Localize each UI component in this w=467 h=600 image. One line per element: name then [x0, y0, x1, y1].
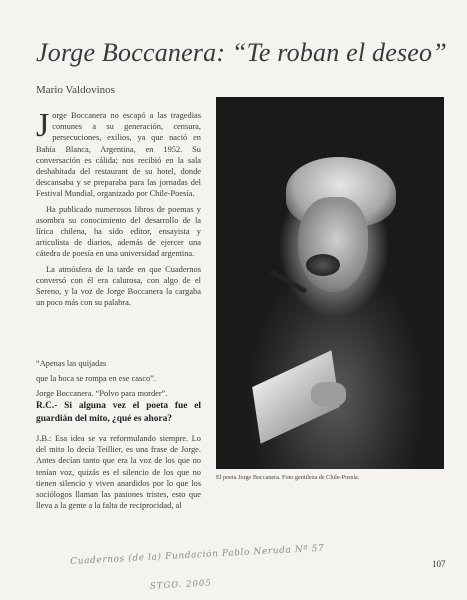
article-title: Jorge Boccanera: “Te roban el deseo” — [36, 38, 447, 67]
microphone-stand — [270, 269, 307, 293]
photo-face — [298, 197, 368, 292]
photo-caption: El poeta Jorge Boccanera. Foto gentileza de Chile-Poesía. — [216, 474, 360, 481]
paragraph-2: Ha publicado numerosos libros de poemas y asombra su conocimiento del desarrollo de la lírica chilena, ha sido editor, ensayista y articulista de diarios, además de ejercer una cátedra de poesía en una universidad argentina. — [36, 204, 201, 259]
photo-hand — [311, 382, 346, 407]
paragraph-1-text: orge Boccanera no escapó a las tragedias comunes a su generación, censura, persecuciones, exilios, ya que nació en Bahía Blanca, Argentina, en 1952. Su conversación es cálida; nos recibió en la sala deshabitada del restaurant de su hotel, donde descansaba y se preparaba para las jornadas del Festival Mundial, organizado por Chile-Poesía. — [36, 111, 201, 199]
paragraph-3: La atmósfera de la tarde en que Cuadernos conversó con él era calurosa, con algo de el Sereno, y la voz de Jorge Boccanera la cargaba un poco más con su palabra. — [36, 264, 201, 308]
answer-text: J.B.: Esa idea se va reformulando siempre. Lo del mito lo decía Teillier, es una frase de Jorge. Antes decían tanto que era la voz de los que no tenían voz, quizás es el silencio de los que no tienen silencio y viven anardidos por lo que los sociólogos llaman las pasiones tristes, esto que lleva a la gente a la falta de reciprocidad, al — [36, 434, 201, 511]
quote-line-2: que la boca se rompa en ese casco”. — [36, 374, 156, 384]
intro-text-column — [36, 107, 201, 312]
microphone-icon — [306, 254, 340, 276]
quote-attribution: Jorge Boccanera. “Polvo para morder”. — [36, 389, 168, 399]
paragraph-1 — [36, 107, 201, 200]
quote-line-1: “Apenas las quijadas — [36, 359, 107, 368]
page-number: 107 — [432, 559, 446, 569]
handwritten-note: Cuadernos (de la) Fundación Pablo Neruda Nº 57 — [70, 543, 325, 567]
epigraph-quote — [36, 358, 201, 404]
drop-cap: J — [36, 107, 50, 144]
handwritten-note-date: STGO. 2005 — [149, 578, 213, 592]
portrait-photo — [216, 97, 444, 469]
interview-question: R.C.- Si alguna vez el poeta fue el guardián del mito, ¿qué es ahora? — [36, 401, 201, 424]
interview-answer — [36, 433, 201, 515]
article-author: Mario Valdovinos — [36, 84, 115, 96]
